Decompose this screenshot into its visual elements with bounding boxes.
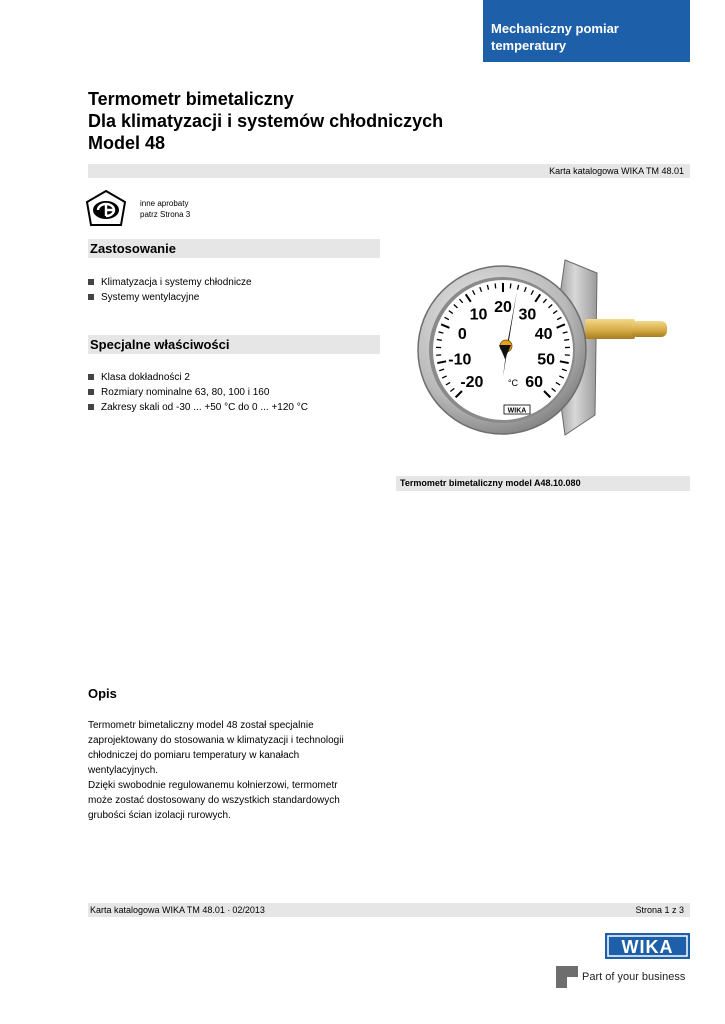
tagline-square-icon xyxy=(556,966,578,988)
wika-logo xyxy=(605,933,690,959)
dial-scale-label: 60 xyxy=(525,374,544,392)
list-item: Rozmiary nominalne 63, 80, 100 i 160 xyxy=(88,385,308,400)
list-item: Klimatyzacja i systemy chłodnicze xyxy=(88,275,252,290)
opis-line: Dzięki swobodnie regulowanemu kołnierzowi, termometr xyxy=(88,780,338,791)
dial-scale-label: 50 xyxy=(537,351,556,369)
dial-minor-tick xyxy=(564,340,569,341)
dial-brand: WIKA xyxy=(507,407,527,415)
dial-scale-label: 40 xyxy=(534,326,553,344)
specjalne-heading: Specjalne właściwości xyxy=(88,335,380,354)
footer-page-number: Strona 1 z 3 xyxy=(635,905,684,915)
thermometer-image xyxy=(415,245,690,455)
specjalne-list xyxy=(88,370,308,415)
title-line-2: Dla klimatyzacji i systemów chłodniczych xyxy=(88,111,444,131)
approvals-line-1: inne aprobaty xyxy=(140,199,189,208)
title-line-3: Model 48 xyxy=(88,133,166,153)
zastosowanie-list xyxy=(88,275,252,305)
footer-catalog-ref: Karta katalogowa WIKA TM 48.01 ∙ 02/2013 xyxy=(90,905,265,915)
page-title xyxy=(88,88,443,154)
brand-tagline xyxy=(556,966,690,988)
category-line-2: temperatury xyxy=(491,38,567,53)
dial-scale-label: 20 xyxy=(494,299,512,316)
approvals-line-2: patrz Strona 3 xyxy=(140,210,191,219)
approvals-note xyxy=(140,198,190,220)
dial-minor-tick xyxy=(510,283,511,288)
dial-scale-label: 0 xyxy=(457,326,467,344)
dial-scale-label: 10 xyxy=(469,306,488,324)
wika-logo-text: WIKA xyxy=(621,937,674,957)
opis-line: może zostać dostosowany do wszystkich standardowych xyxy=(88,795,340,806)
opis-line: chłodniczej do pomiaru temperatury w kanałach xyxy=(88,750,300,761)
opis-line: wentylacyjnych. xyxy=(88,765,159,776)
image-caption: Termometr bimetaliczny model A48.10.080 xyxy=(396,476,690,491)
list-item: Zakresy skali od -30 ... +50 °C do 0 ... +120 °C xyxy=(88,400,308,415)
category-line-1: Mechaniczny pomiar xyxy=(491,21,619,36)
dial-scale-label: -20 xyxy=(460,374,484,392)
opis-line: zaprojektowany do stosowania w klimatyzacji i technologii xyxy=(88,735,344,746)
dial-minor-tick xyxy=(437,340,442,341)
opis-line: grubości ścian izolacji rurowych. xyxy=(88,810,231,821)
tagline-text: Part of your business xyxy=(582,971,686,983)
opis-line: Termometr bimetaliczny model 48 został specjalnie xyxy=(88,720,314,731)
gost-certification-icon xyxy=(84,189,128,229)
category-banner xyxy=(483,0,690,62)
dial-minor-tick xyxy=(495,283,496,288)
footer-bar xyxy=(88,903,690,917)
zastosowanie-heading: Zastosowanie xyxy=(88,239,380,258)
opis-heading: Opis xyxy=(88,686,117,701)
title-line-1: Termometr bimetaliczny xyxy=(88,89,294,109)
catalog-sheet-bar: Karta katalogowa WIKA TM 48.01 xyxy=(88,164,690,178)
list-item: Klasa dokładności 2 xyxy=(88,370,308,385)
list-item: Systemy wentylacyjne xyxy=(88,290,252,305)
dial-scale-label: 30 xyxy=(518,306,537,324)
dial-scale-label: -10 xyxy=(448,351,472,369)
dial-unit: °C xyxy=(507,378,519,388)
opis-text xyxy=(88,718,388,823)
